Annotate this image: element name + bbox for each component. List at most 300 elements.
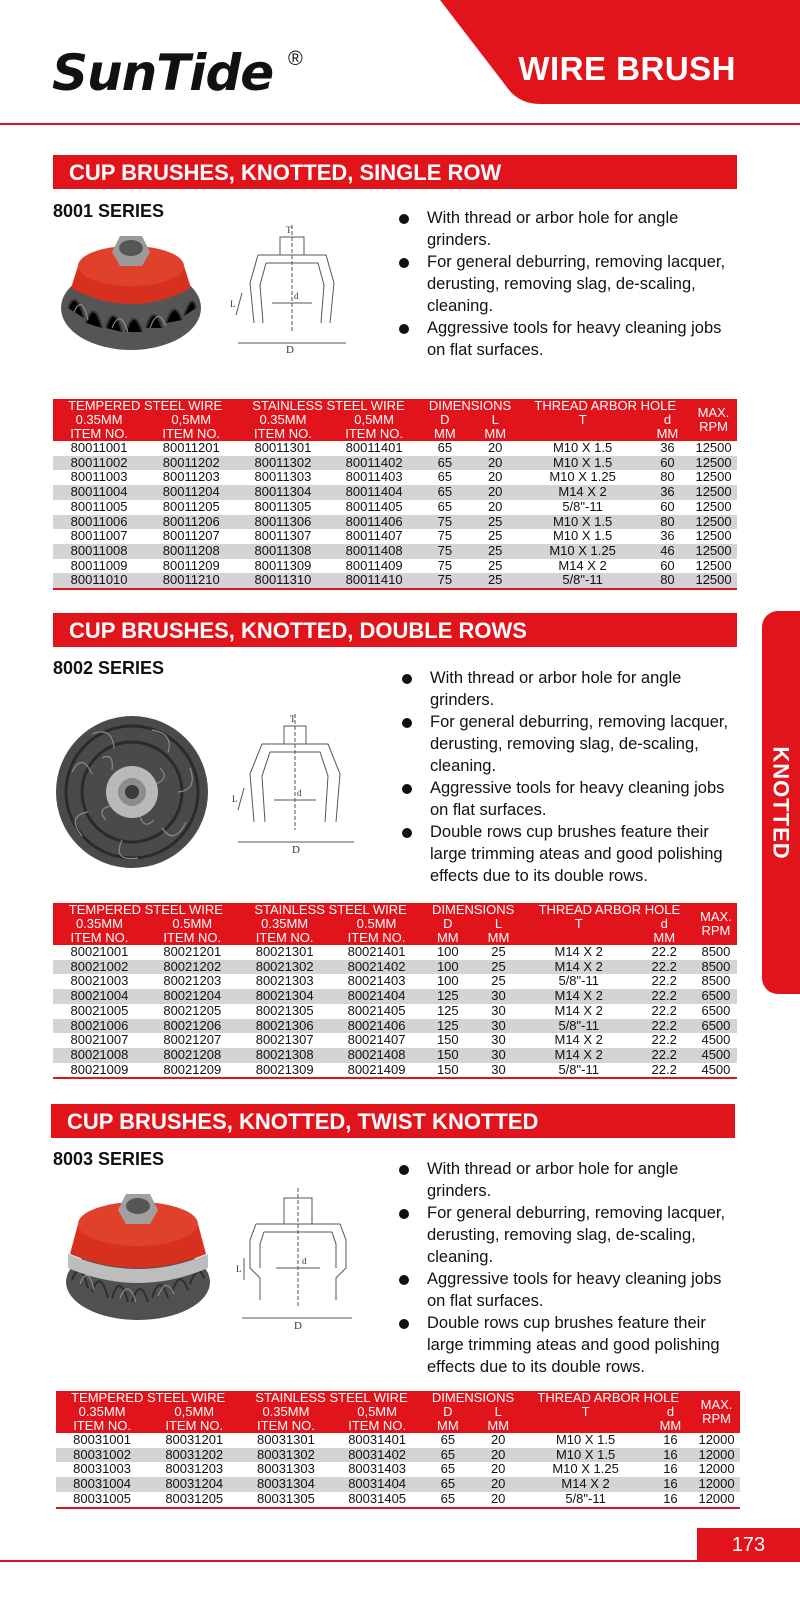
table-cell: 16 <box>663 1490 678 1506</box>
table-group-header: TEMPERED STEEL WIRE <box>68 902 223 917</box>
table-group-header: TEMPERED STEEL WIRE <box>71 1390 226 1405</box>
table-cell: 80021303 <box>255 973 314 989</box>
table-cell: 25 <box>487 557 503 573</box>
table-cell: 80021207 <box>163 1032 222 1048</box>
table-cell: 80021006 <box>70 1017 129 1033</box>
page-title: WIRE BRUSH <box>518 50 736 87</box>
table-cell: 80021002 <box>70 958 129 974</box>
table-cell: 80021007 <box>70 1032 129 1048</box>
feature-item: Aggressive tools for heavy cleaning jobs on flat surfaces. <box>399 317 744 361</box>
table-cell: 80031003 <box>73 1461 131 1477</box>
table-cell: 75 <box>437 572 453 588</box>
table-cell: 80021409 <box>347 1061 406 1077</box>
table-cell: 16 <box>663 1476 678 1492</box>
table-unit-header: ITEM NO. <box>163 930 222 945</box>
table-header-row <box>53 427 737 441</box>
table-cell: M10 X 1.5 <box>555 1432 616 1447</box>
table-header-rpm: RPM <box>702 1411 731 1426</box>
category-side-tab-label-wrap <box>762 611 800 994</box>
table-cell: 20 <box>487 484 503 500</box>
table-cell: 80031002 <box>73 1446 131 1462</box>
table-cell: 25 <box>491 973 506 989</box>
dimension-drawing-double-rows <box>228 712 368 860</box>
table-cell: 30 <box>491 1032 506 1048</box>
table-cell: 22.2 <box>651 973 677 989</box>
table-cell: 80011004 <box>70 484 128 500</box>
table-cell: 100 <box>436 973 459 989</box>
table-cell: 80031403 <box>348 1461 407 1477</box>
table-unit-header: ITEM NO. <box>73 1418 131 1433</box>
section-title: CUP BRUSHES, KNOTTED, SINGLE ROW <box>69 160 502 185</box>
table-sub-header: 0,5MM <box>174 1404 215 1419</box>
table-cell: 36 <box>660 440 675 455</box>
table-cell: 80021406 <box>347 1017 406 1033</box>
svg-text:L: L <box>236 1264 242 1274</box>
table-cell: 30 <box>491 1017 506 1033</box>
table-cell: 25 <box>487 572 503 588</box>
table-cell: 80021407 <box>347 1032 406 1048</box>
table-cell: 80011407 <box>345 528 403 544</box>
table-row <box>53 470 737 485</box>
table-group-header: STAINLESS STEEL WIRE <box>255 1390 408 1405</box>
table-cell: 80011303 <box>254 469 312 485</box>
table-cell: 80011009 <box>70 557 128 573</box>
table-sub-header: T <box>574 916 583 931</box>
table-cell: 22.2 <box>651 1002 677 1018</box>
table-cell: 80011309 <box>254 557 312 573</box>
table-sub-header: D <box>443 1404 453 1419</box>
table-cell: M10 X 1.5 <box>552 454 613 470</box>
footer-divider <box>0 1560 800 1562</box>
table-cell: 80031402 <box>348 1446 407 1462</box>
table-cell: 80011308 <box>254 542 312 558</box>
table-sub-header: d <box>666 1404 675 1419</box>
table-cell: 25 <box>487 542 503 558</box>
table-cell: 80011408 <box>345 542 403 558</box>
table-row <box>53 974 737 989</box>
table-group-header: TEMPERED STEEL WIRE <box>68 398 223 413</box>
table-cell: 75 <box>437 542 453 558</box>
table-sub-header: D <box>440 412 450 427</box>
table-cell: 6500 <box>701 988 731 1004</box>
table-cell: 80021308 <box>255 1046 314 1062</box>
table-cell: 36 <box>660 528 675 544</box>
table-row <box>53 515 737 530</box>
table-cell: M14 X 2 <box>558 557 607 573</box>
table-cell: 25 <box>491 958 506 974</box>
table-cell: 80011305 <box>254 498 312 514</box>
table-cell: 6500 <box>701 1002 731 1018</box>
table-cell: 80021401 <box>347 944 406 959</box>
table-cell: 80011002 <box>70 454 128 470</box>
table-cell: 80021307 <box>255 1032 314 1048</box>
svg-text:d: d <box>302 1256 307 1266</box>
table-cell: 80021208 <box>163 1046 222 1062</box>
table-cell: 80031405 <box>348 1490 407 1506</box>
table-row <box>56 1448 740 1463</box>
table-row <box>53 529 737 544</box>
table-header-max: MAX. <box>697 405 730 420</box>
table-cell: 80011301 <box>254 440 312 455</box>
table-row <box>53 989 737 1004</box>
table-cell: 80031202 <box>165 1446 224 1462</box>
table-cell: 80011001 <box>70 440 128 455</box>
table-cell: 125 <box>436 1017 459 1033</box>
table-cell: M10 X 1.25 <box>549 542 616 558</box>
table-cell: 80021201 <box>163 944 222 959</box>
table-cell: 80011208 <box>162 542 220 558</box>
table-row <box>53 1063 737 1079</box>
table-cell: 20 <box>490 1432 506 1447</box>
feature-item: For general deburring, removing lacquer, derusting, removing slag, de-scaling, cleaning. <box>402 711 747 777</box>
table-unit-header: MM <box>434 426 456 441</box>
feature-item: Double rows cup brushes feature their large trimming ateas and good polishing effects due to its double rows. <box>399 1312 744 1378</box>
table-unit-header: MM <box>656 426 679 441</box>
table-sub-header: 0.35MM <box>261 916 309 931</box>
table-cell: 12500 <box>695 498 732 514</box>
table-cell: 80031304 <box>257 1476 315 1492</box>
table-cell: 80031201 <box>165 1432 224 1447</box>
table-row <box>53 573 737 589</box>
table-cell: 22.2 <box>651 958 677 974</box>
table-cell: 20 <box>487 469 503 485</box>
table-cell: 80021405 <box>347 1002 406 1018</box>
table-row <box>53 441 737 456</box>
table-group-header: STAINLESS STEEL WIRE <box>252 398 405 413</box>
table-header-rpm: RPM <box>701 923 731 938</box>
table-cell: 80011209 <box>162 557 220 573</box>
table-cell: 75 <box>437 513 453 529</box>
table-group-header: DIMENSIONS <box>431 902 515 917</box>
table-unit-header: MM <box>487 1418 510 1433</box>
feature-item: Aggressive tools for heavy cleaning jobs on flat surfaces. <box>399 1268 744 1312</box>
table-sub-header: 0,5MM <box>171 412 212 427</box>
spec-table <box>53 399 737 590</box>
table-unit-header: ITEM NO. <box>165 1418 224 1433</box>
table-unit-header: ITEM NO. <box>347 930 406 945</box>
table-cell: 125 <box>436 988 459 1004</box>
section-title: CUP BRUSHES, KNOTTED, TWIST KNOTTED <box>67 1109 539 1134</box>
table-cell: 80011201 <box>162 440 220 455</box>
table-cell: 25 <box>487 513 503 529</box>
table-cell: 80011310 <box>254 572 312 588</box>
table-sub-header: d <box>663 412 672 427</box>
brand-logo <box>52 44 303 124</box>
table-cell: 80021205 <box>163 1002 222 1018</box>
table-cell: 5/8"-11 <box>558 973 599 989</box>
page-number: 173 <box>731 1534 766 1556</box>
table-sub-header: 0.35MM <box>75 412 123 427</box>
table-cell: 22.2 <box>651 988 677 1004</box>
table-cell: 80 <box>660 513 675 529</box>
header-divider <box>0 123 800 125</box>
table-cell: 80011402 <box>345 454 403 470</box>
table-cell: 80011008 <box>70 542 128 558</box>
table-sub-header: 0,5MM <box>354 412 394 427</box>
table-cell: 80011302 <box>254 454 312 470</box>
table-cell: 12000 <box>698 1461 735 1477</box>
table-cell: 16 <box>663 1432 678 1447</box>
table-cell: M14 X 2 <box>554 944 603 959</box>
feature-item: With thread or arbor hole for angle grinders. <box>402 667 747 711</box>
table-header-row <box>53 931 737 945</box>
table-cell: 12000 <box>698 1446 735 1462</box>
table-header-row <box>56 1391 740 1405</box>
table-cell: 20 <box>490 1446 506 1462</box>
table-row <box>56 1492 740 1508</box>
table-cell: 80 <box>660 469 675 485</box>
product-photo-single-row <box>56 228 206 358</box>
table-row <box>53 960 737 975</box>
table-cell: M10 X 1.25 <box>549 469 616 485</box>
table-unit-header <box>524 931 634 945</box>
table-cell: M14 X 2 <box>561 1476 610 1492</box>
table-cell: 80011307 <box>254 528 312 544</box>
table-cell: 12500 <box>695 454 732 470</box>
table-sub-header: T <box>578 412 587 427</box>
table-row <box>53 544 737 559</box>
table-group-header: THREAD ARBOR HOLE <box>538 902 681 917</box>
table-cell: M14 X 2 <box>554 988 603 1004</box>
section-title-bar <box>53 613 737 647</box>
table-cell: 12500 <box>695 469 732 485</box>
table-cell: 80011304 <box>254 484 312 500</box>
table-cell: 80021001 <box>70 944 129 959</box>
table-cell: 46 <box>660 542 675 558</box>
table-sub-header: 0.35MM <box>78 1404 126 1419</box>
table-cell: 65 <box>440 1476 456 1492</box>
table-sub-header: L <box>491 412 499 427</box>
table-cell: 20 <box>487 498 503 514</box>
table-cell: 16 <box>663 1461 678 1477</box>
table-cell: 80021306 <box>255 1017 314 1033</box>
table-group-header: THREAD ARBOR HOLE <box>537 1390 680 1405</box>
table-cell: 8500 <box>701 973 731 989</box>
table-cell: 20 <box>490 1490 506 1506</box>
table-cell: 80011007 <box>70 528 128 544</box>
table-cell: 80011206 <box>162 513 220 529</box>
table-header-row <box>53 413 737 427</box>
svg-text:L: L <box>230 299 236 309</box>
table-cell: 65 <box>440 1490 456 1506</box>
table-cell: 80011003 <box>70 469 128 485</box>
table-cell: 22.2 <box>651 1032 677 1048</box>
table-cell: 12500 <box>695 528 732 544</box>
series-label: 8001 SERIES <box>53 201 165 221</box>
table-cell: 80021304 <box>255 988 314 1004</box>
table-cell: 60 <box>660 454 675 470</box>
table-cell: 5/8"-11 <box>558 1017 599 1033</box>
table-unit-header: ITEM NO. <box>345 426 403 441</box>
table-cell: 150 <box>436 1032 459 1048</box>
table-cell: 150 <box>436 1061 459 1077</box>
feature-item: With thread or arbor hole for angle grinders. <box>399 1158 744 1202</box>
table-group-header: THREAD ARBOR HOLE <box>534 398 677 413</box>
table-cell: 80021305 <box>255 1002 314 1018</box>
table-sub-header: D <box>443 916 453 931</box>
table-cell: 80011205 <box>162 498 220 514</box>
table-cell: 80021203 <box>163 973 222 989</box>
registered-mark: ® <box>288 48 303 70</box>
table-cell: 12000 <box>698 1490 735 1506</box>
table-cell: 80011404 <box>345 484 403 500</box>
table-row <box>53 485 737 500</box>
table-unit-header: MM <box>653 930 676 945</box>
table-row <box>56 1433 740 1448</box>
product-photo-twist-knotted <box>58 1188 218 1323</box>
table-cell: M10 X 1.5 <box>552 440 613 455</box>
table-cell: M10 X 1.5 <box>552 528 613 544</box>
table-sub-header: T <box>581 1404 590 1419</box>
spec-table <box>53 903 737 1079</box>
table-unit-header <box>523 1419 647 1433</box>
table-cell: M14 X 2 <box>558 484 607 500</box>
table-sub-header: 0.35MM <box>262 1404 310 1419</box>
table-cell: 80031204 <box>165 1476 224 1492</box>
table-cell: 150 <box>436 1046 459 1062</box>
table-cell: 80011403 <box>345 469 403 485</box>
table-row <box>53 945 737 960</box>
table-unit-header: MM <box>487 930 510 945</box>
table-cell: 80031303 <box>257 1461 315 1477</box>
table-sub-header: 0.35MM <box>75 916 123 931</box>
table-cell: 80011306 <box>254 513 312 529</box>
table-cell: 100 <box>436 958 459 974</box>
table-cell: 80021004 <box>70 988 129 1004</box>
table-cell: 65 <box>437 484 453 500</box>
table-cell: 25 <box>491 944 506 959</box>
table-cell: 80021204 <box>163 988 222 1004</box>
table-cell: 5/8"-11 <box>562 498 603 514</box>
table-row <box>56 1477 740 1492</box>
table-cell: 22.2 <box>651 944 677 959</box>
table-row <box>53 456 737 471</box>
table-cell: 12000 <box>698 1476 735 1492</box>
table-cell: 80011401 <box>345 440 403 455</box>
table-cell: 30 <box>491 1061 506 1077</box>
series-label: 8003 SERIES <box>53 1149 165 1169</box>
table-cell: 22.2 <box>651 1017 677 1033</box>
table-sub-header: d <box>660 916 668 931</box>
table-cell: 5/8"-11 <box>562 572 603 588</box>
table-cell: 80011409 <box>345 557 403 573</box>
table-cell: 80011006 <box>70 513 128 529</box>
table-cell: 80021403 <box>347 973 406 989</box>
table-row <box>53 1004 737 1019</box>
table-cell: 20 <box>490 1461 506 1477</box>
product-photo-double-rows <box>52 712 212 872</box>
table-cell: 80021009 <box>70 1061 129 1077</box>
svg-text:T: T <box>290 714 296 724</box>
table-cell: 12500 <box>695 484 732 500</box>
category-side-tab-label: KNOTTED <box>769 745 795 860</box>
table-cell: 65 <box>437 498 453 514</box>
table-cell: 80021402 <box>347 958 406 974</box>
table-cell: 4500 <box>701 1061 731 1077</box>
table-unit-header: MM <box>436 930 459 945</box>
table-cell: 80031205 <box>165 1490 224 1506</box>
table-unit-header: ITEM NO. <box>255 930 314 945</box>
table-cell: 8500 <box>701 944 731 959</box>
table-cell: 80031302 <box>257 1446 315 1462</box>
table-cell: 80031005 <box>73 1490 131 1506</box>
table-group-header <box>693 1391 740 1433</box>
table-sub-header: 0.5MM <box>172 916 213 931</box>
table-unit-header: ITEM NO. <box>70 930 129 945</box>
table-cell: 60 <box>660 557 675 573</box>
table-cell: M10 X 1.5 <box>552 513 613 529</box>
spec-table <box>56 1391 740 1509</box>
table-cell: 65 <box>437 440 453 455</box>
table-cell: 80011204 <box>162 484 220 500</box>
feature-item: For general deburring, removing lacquer, derusting, removing slag, de-scaling, cleaning. <box>399 251 744 317</box>
table-cell: 80011406 <box>345 513 403 529</box>
table-header-rpm: RPM <box>699 419 728 434</box>
table-cell: 8500 <box>701 958 731 974</box>
table-cell: 75 <box>437 528 453 544</box>
table-header-max: MAX. <box>700 909 732 924</box>
table-header-row <box>53 917 737 931</box>
table-cell: 65 <box>440 1432 456 1447</box>
table-cell: 65 <box>437 469 453 485</box>
table-unit-header: MM <box>659 1418 682 1433</box>
table-cell: 80031401 <box>348 1432 407 1447</box>
table-cell: 22.2 <box>651 1046 677 1062</box>
feature-item: Double rows cup brushes feature their large trimming ateas and good polishing effects due to its double rows. <box>402 821 747 887</box>
dimension-drawing-single-row <box>228 223 368 358</box>
table-cell: 80021003 <box>70 973 129 989</box>
table-header-row <box>53 903 737 917</box>
table-cell: 80011203 <box>162 469 220 485</box>
svg-text:L: L <box>232 794 238 804</box>
table-cell: 20 <box>487 440 503 455</box>
table-cell: 80011405 <box>345 498 403 514</box>
table-unit-header: ITEM NO. <box>254 426 312 441</box>
feature-item: For general deburring, removing lacquer, derusting, removing slag, de-scaling, cleaning. <box>399 1202 744 1268</box>
table-cell: 80031301 <box>257 1432 315 1447</box>
brand-name: SunTide <box>52 44 274 102</box>
table-row <box>53 1048 737 1063</box>
table-cell: M14 X 2 <box>554 1002 603 1018</box>
table-unit-header: ITEM NO. <box>257 1418 315 1433</box>
table-cell: 80021202 <box>163 958 222 974</box>
table-cell: 80021302 <box>255 958 314 974</box>
table-unit-header <box>520 427 644 441</box>
table-header-max: MAX. <box>700 1397 733 1412</box>
table-cell: 12000 <box>698 1432 735 1447</box>
svg-text:D: D <box>294 1320 302 1332</box>
feature-list <box>399 207 744 361</box>
table-cell: 80011010 <box>70 572 128 588</box>
table-row <box>53 500 737 515</box>
table-sub-header: 0.5MM <box>356 916 397 931</box>
table-cell: 80021209 <box>163 1061 222 1077</box>
table-cell: 6500 <box>701 1017 731 1033</box>
table-row <box>53 559 737 574</box>
svg-text:d: d <box>297 788 302 798</box>
table-cell: 80031004 <box>73 1476 131 1492</box>
table-cell: 16 <box>663 1446 678 1462</box>
table-group-header: DIMENSIONS <box>428 398 512 413</box>
table-unit-header: MM <box>437 1418 459 1433</box>
table-sub-header: L <box>494 1404 502 1419</box>
series-label: 8002 SERIES <box>53 658 165 678</box>
table-sub-header: 0.35MM <box>259 412 307 427</box>
table-cell: 30 <box>491 1046 506 1062</box>
table-cell: M10 X 1.5 <box>555 1446 616 1462</box>
table-cell: 30 <box>491 1002 506 1018</box>
table-cell: 12500 <box>695 572 732 588</box>
